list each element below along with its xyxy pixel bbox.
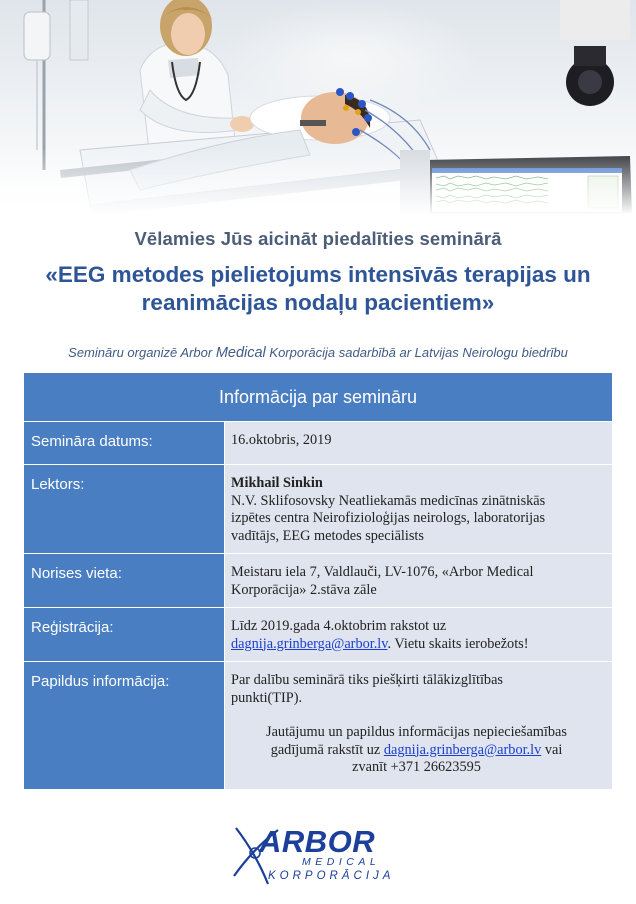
lecturer-desc-1: N.V. Sklifosovsky Neatliekamās medicīnas zinātniskās (231, 492, 546, 509)
arbor-medical-logo (228, 824, 418, 890)
organizer-text-1: Semināru organizē Arbor (68, 345, 216, 360)
extra-info-p2-line-3: zvanīt +371 26623595 (352, 759, 481, 775)
date-label: Semināra datums: (24, 422, 225, 465)
seminar-info-table (23, 372, 613, 790)
venue-label: Norises vieta: (24, 554, 225, 608)
patient-head (301, 92, 369, 144)
extra-info-p1-line-2: punkti(TIP). (231, 689, 303, 706)
lecturer-label: Lektors: (24, 465, 225, 554)
extra-info-value (225, 662, 613, 790)
registration-label: Reģistrācija: (24, 608, 225, 662)
extra-info-p1-line-1: Par dalību seminārā tiks piešķirti tālākizglītības (231, 672, 503, 688)
table-row-date (24, 422, 613, 465)
nurse-face (171, 13, 205, 55)
registration-line-1: Līdz 2019.gada 4.oktobrim rakstot uz (231, 618, 447, 634)
iv-bag-2 (70, 0, 88, 60)
table-row-venue (24, 554, 613, 608)
seminar-title-line-1: «EEG metodes pielietojums intensīvās terapijas un (45, 262, 591, 287)
organizer-text-medical: Medical (215, 345, 266, 361)
seminar-title (0, 261, 636, 317)
hero-fade (0, 148, 636, 218)
extra-info-p2-line-2 (231, 742, 602, 760)
venue-value (225, 554, 613, 608)
lecturer-desc-2: izpētes centra Neirofizioloģijas neirologs, laboratorijas (231, 510, 546, 526)
organizer-note (0, 345, 636, 361)
logo-korporacija-text: KORPORĀCIJA (268, 870, 395, 882)
logo-wordmark: ARBOR (259, 824, 376, 859)
invite-heading: Vēlamies Jūs aicināt piedalīties seminārā (134, 228, 502, 249)
extra-info-p2-pre: gadījumā rakstīt uz (270, 741, 384, 758)
extra-info-email-link[interactable]: dagnija.grinberga@arbor.lv (383, 741, 542, 758)
date-value: 16.oktobris, 2019 (225, 422, 613, 465)
hero-photo (0, 0, 636, 218)
registration-value (225, 608, 613, 662)
logo-medical-text: MEDICAL (302, 856, 381, 868)
extra-info-label: Papildus informācija: (24, 662, 225, 790)
extra-info-p2-line-1: Jautājumu un papildus informācijas nepieciešamības (266, 724, 567, 740)
registration-email-link[interactable]: dagnija.grinberga@arbor.lv (231, 635, 388, 652)
table-row-registration (24, 608, 613, 662)
registration-line-2: . Vietu skaits ierobežots! (387, 635, 529, 652)
venue-line-2: Korporācija» 2.stāva zāle (231, 581, 377, 598)
table-header: Informācija par semināru (24, 373, 613, 422)
lecturer-desc-3: vadītājs, EEG metodes speciālists (231, 527, 424, 544)
lecturer-value (225, 465, 613, 554)
seminar-title-line-2: reanimācijas nodaļu pacientiem» (141, 290, 495, 315)
iv-bag (24, 12, 50, 60)
table-row-lecturer (24, 465, 613, 554)
extra-info-p2-post: vai (541, 741, 563, 758)
organizer-text-2: Korporācija sadarbībā ar Latvijas Neirologu biedrību (265, 345, 568, 360)
table-row-extra-info (24, 662, 613, 790)
venue-line-1: Meistaru iela 7, Valdlauči, LV-1076, «Arbor Medical (231, 564, 534, 580)
lecturer-name: Mikhail Sinkin (231, 475, 323, 491)
